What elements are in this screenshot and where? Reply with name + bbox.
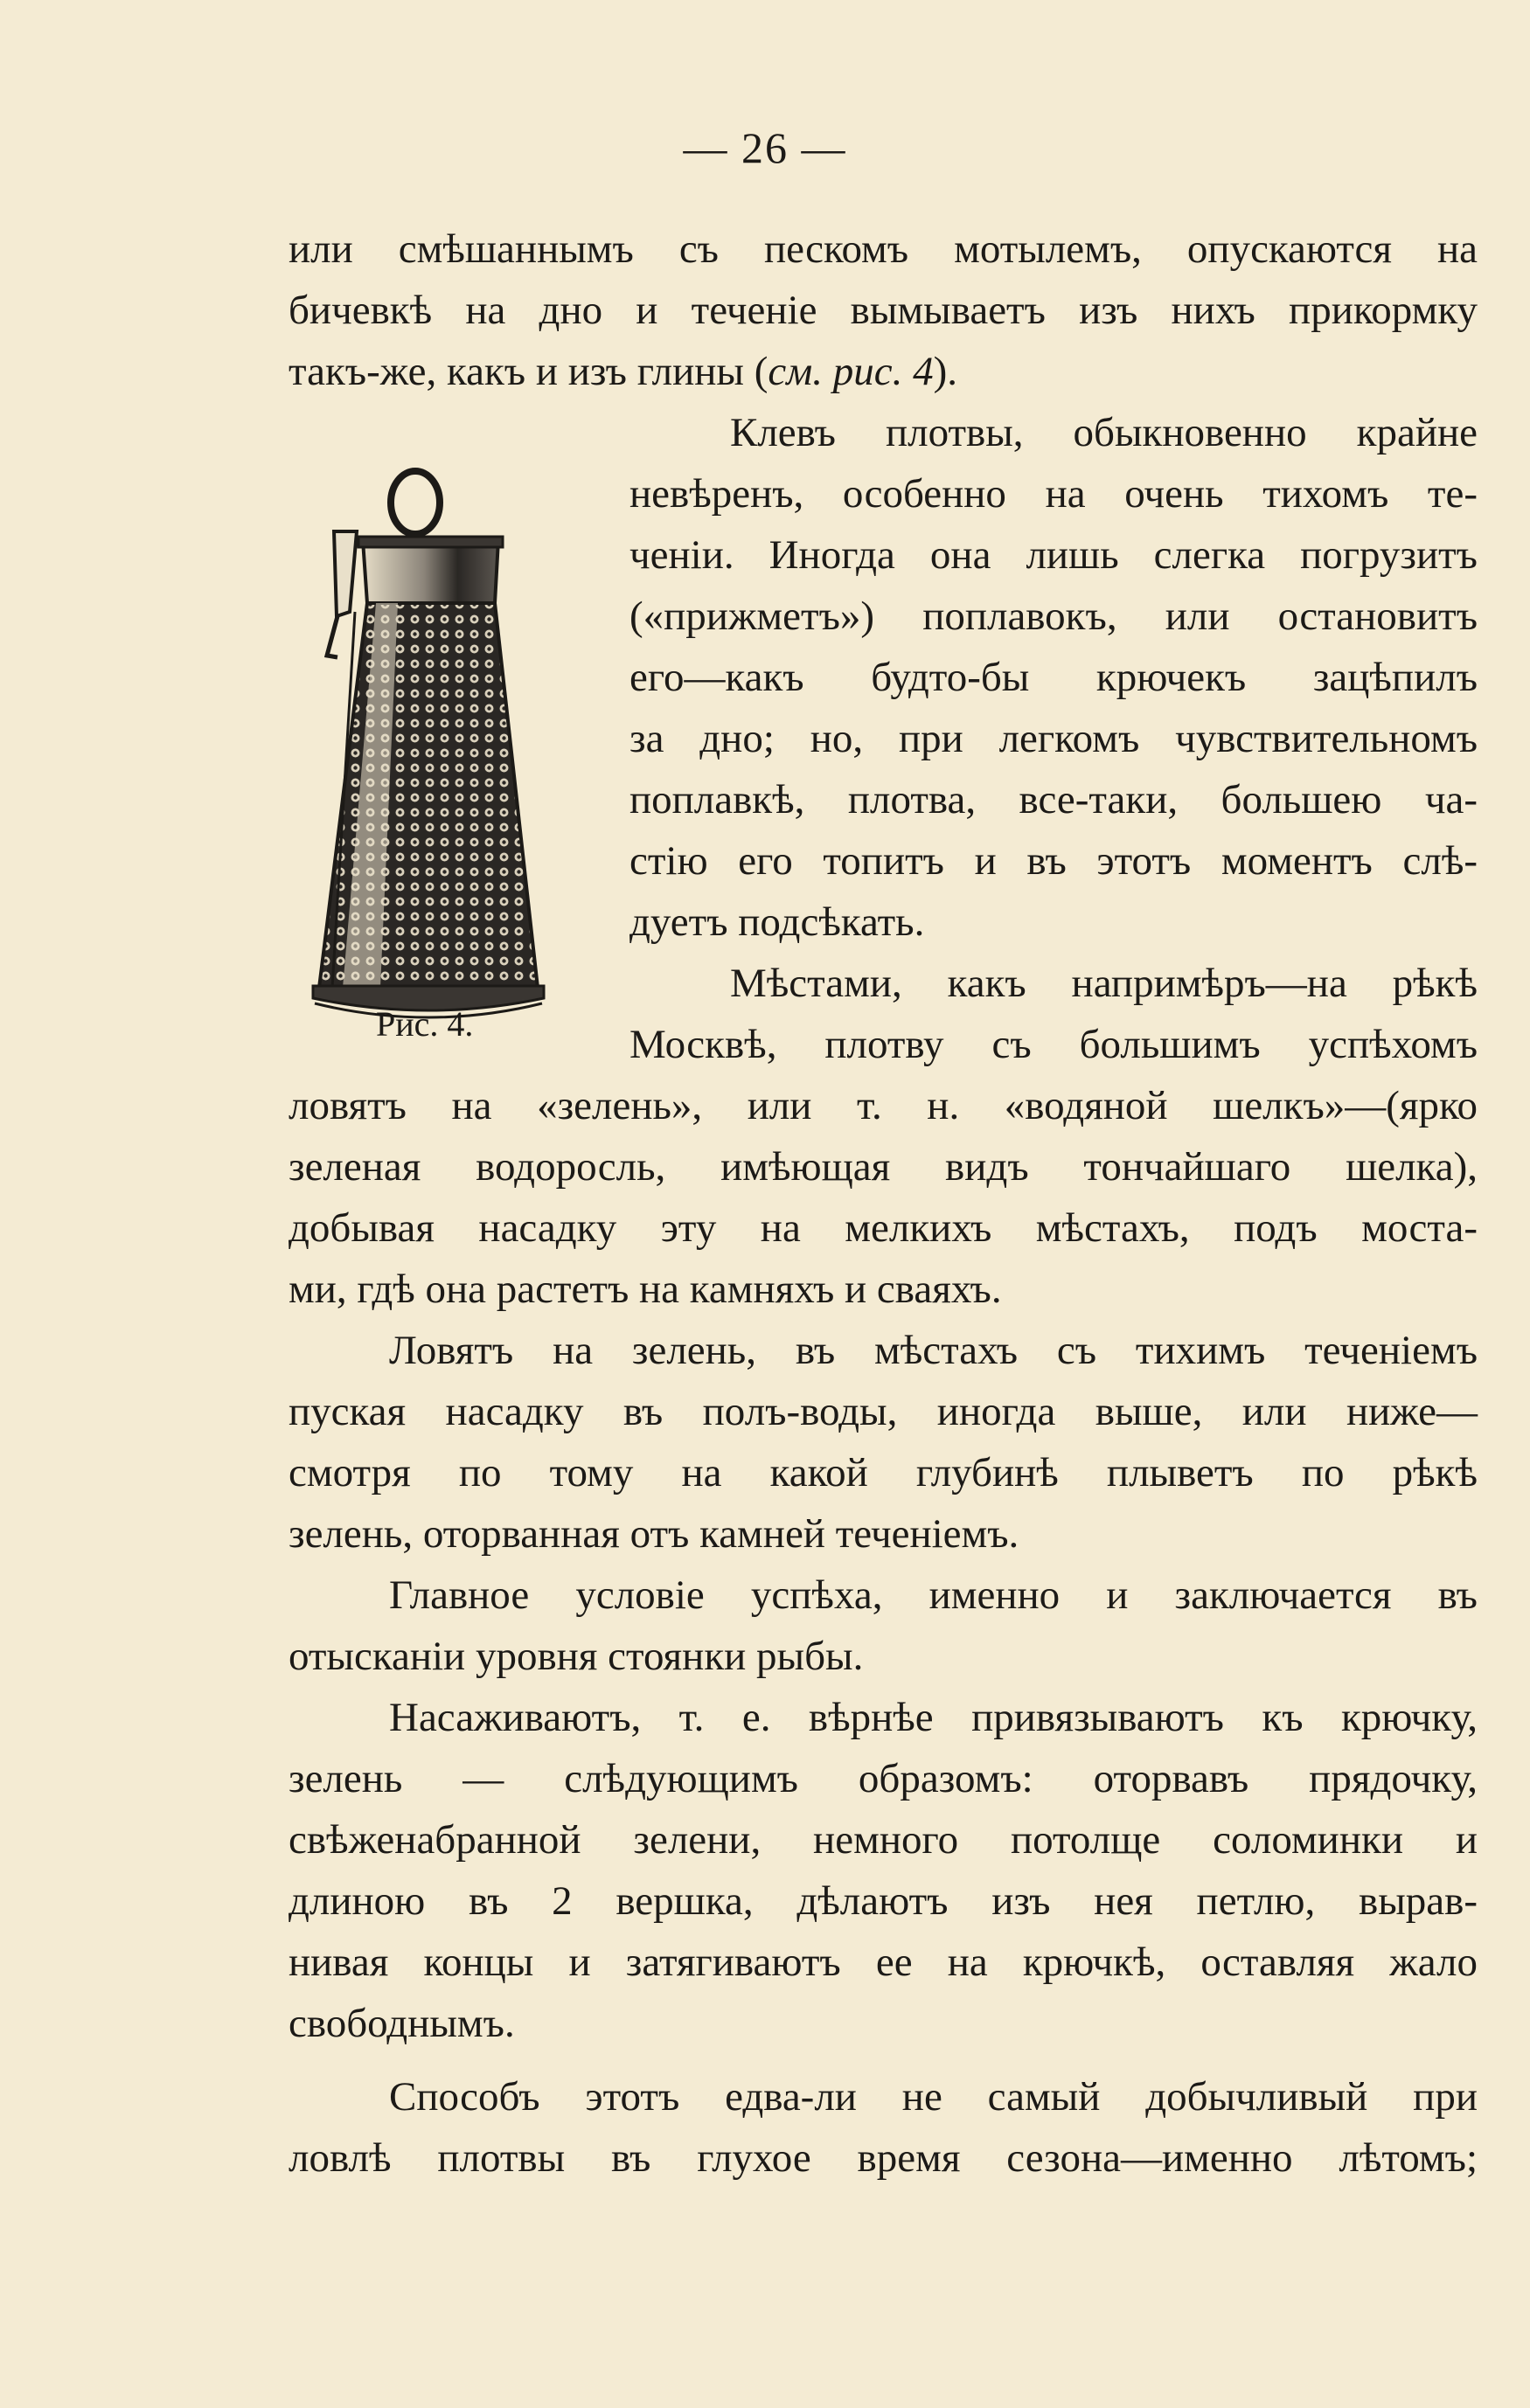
text-line: зелень, оторванная отъ камней теченіемъ. (289, 1511, 1019, 1557)
text-line: поплавкѣ, плотва, все-таки, большею ча- (629, 777, 1478, 822)
paragraph (289, 402, 1478, 1075)
text-line: добывая насадку эту на мелкихъ мѣстахъ, подъ моста- (289, 1205, 1478, 1251)
text-fragment: такъ-же, какъ и изъ глины ( (289, 349, 768, 394)
text-line: Мѣстами, какъ напримѣръ—на рѣкѣ (730, 961, 1478, 1006)
main-text (289, 219, 1478, 2189)
paragraph (289, 1075, 1478, 1320)
figure-reference: см. рис. 4 (768, 349, 934, 394)
text-line: зеленая водоросль, имѣющая видъ тончайшаго шелка), (289, 1144, 1478, 1190)
text-line: свѣженабранной зелени, немного потолще соломинки и (289, 1817, 1478, 1863)
text-line: длиною въ 2 вершка, дѣлаютъ изъ нея петлю, вырав- (289, 1878, 1478, 1924)
text-line: стію его топитъ и въ этотъ моментъ слѣ- (629, 838, 1478, 884)
text-line: за дно; но, при легкомъ чувствительномъ (629, 716, 1478, 761)
page-number: — 26 — (683, 123, 847, 172)
paragraph (289, 1565, 1478, 1687)
text-line: ми, гдѣ она растетъ на камняхъ и сваяхъ. (289, 1266, 1002, 1312)
text-line: Главное условіе успѣха, именно и заключается въ (389, 1572, 1478, 1618)
paragraph (289, 1687, 1478, 2054)
text-line: его—какъ будто-бы крючекъ зацѣпилъ (629, 655, 1478, 700)
text-line: Ловятъ на зелень, въ мѣстахъ съ тихимъ теченіемъ (389, 1328, 1478, 1373)
text-line: нивая концы и затягиваютъ ее на крючкѣ, оставляя жало (289, 1940, 1478, 1985)
text-line: Москвѣ, плотву съ большимъ успѣхомъ (629, 1022, 1478, 1067)
paragraph (289, 219, 1478, 402)
text-line: бичевкѣ на дно и теченіе вымываетъ изъ нихъ прикормку (289, 288, 1478, 333)
text-line: свободнымъ. (289, 2001, 515, 2046)
paragraph (289, 2066, 1478, 2189)
text-line: Клевъ плотвы, обыкновенно крайне (730, 410, 1478, 455)
text-line: отысканіи уровня стоянки рыбы. (289, 1634, 864, 1679)
paragraph (289, 1320, 1478, 1565)
text-line: невѣренъ, особенно на очень тихомъ те- (629, 471, 1478, 517)
text-line: («прижметъ») поплавокъ, или остановитъ (629, 593, 1478, 639)
text-line: пуская насадку въ полъ-воды, иногда выше, или ниже— (289, 1389, 1478, 1434)
text-line: или смѣшаннымъ съ пескомъ мотылемъ, опускаются на (289, 226, 1478, 272)
text-line: Способъ этотъ едва-ли не самый добычливый при (389, 2074, 1478, 2120)
text-line: ченіи. Иногда она лишь слегка погрузитъ (629, 532, 1478, 578)
text-line (289, 341, 1478, 402)
text-line: ловлѣ плотвы въ глухое время сезона—именно лѣтомъ; (289, 2135, 1478, 2181)
figure-caption: Рис. 4. (376, 1004, 474, 1044)
text-line: смотря по тому на какой глубинѣ плыветъ по рѣкѣ (289, 1450, 1478, 1495)
text-line: дуетъ подсѣкать. (629, 899, 925, 945)
text-line: ловятъ на «зелень», или т. н. «водяной шелкъ»—(ярко (289, 1083, 1478, 1128)
text-line: зелень — слѣдующимъ образомъ: оторвавъ прядочку, (289, 1756, 1478, 1801)
text-line: Насаживаютъ, т. е. вѣрнѣе привязываютъ къ крючку, (389, 1695, 1478, 1740)
text-fragment: ). (933, 349, 957, 394)
